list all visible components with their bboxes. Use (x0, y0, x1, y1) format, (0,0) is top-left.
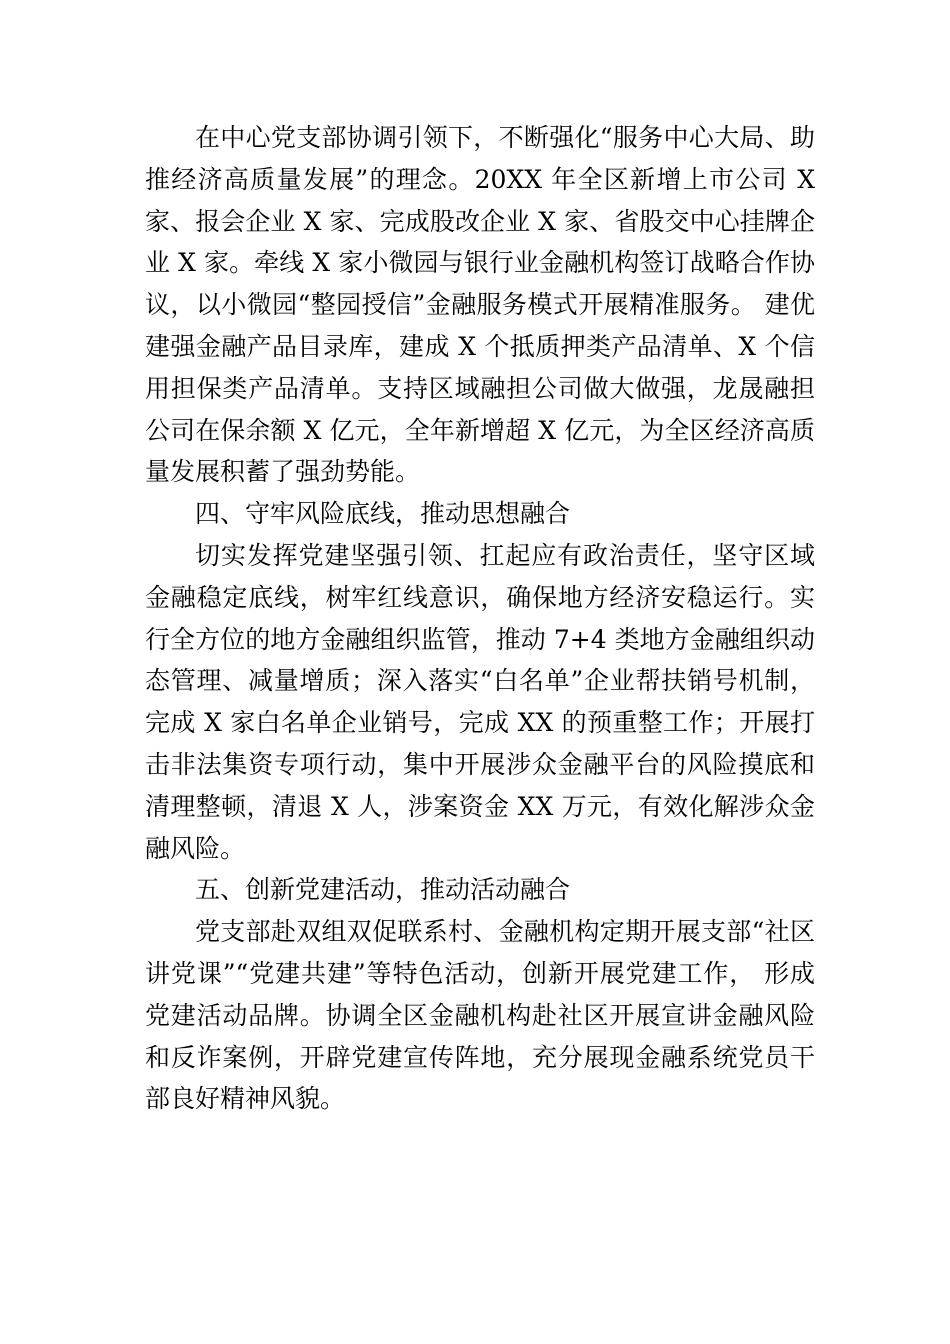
paragraph-party-activities: 党支部赴双组双促联系村、金融机构定期开展支部“社区讲党课”“党建共建”等特色活动，创新开展党建工作， 形成党建活动品牌。协调全区金融机构赴社区开展宣讲金融风险和反诈案例，开辟党建宣传阵地，充分展现金融系统党员干部良好精神风貌。 (145, 917, 815, 1114)
paragraph-financial-services: 在中心党支部协调引领下，不断强化“服务中心大局、助推经济高质量发展”的理念。20XX 年全区新增上市公司 X 家、报会企业 X 家、完成股改企业 X 家、省股交中心挂牌企业 X 家。牵线 X 家小微园与银行业金融机构签订战略合作协议，以小微园“整园授信”金融服务模式开展精准服务。 建优建强金融产品目录库，建成 X 个抵质押类产品清单、X 个信用担保类产品清单。支持区域融担公司做大做强，龙晟融担公司在保余额 X 亿元，全年新增超 X 亿元，为全区经济高质量发展积蓄了强劲势能。 (145, 123, 815, 487)
paragraph-risk-control: 切实发挥党建坚强引领、扛起应有政治责任，坚守区域金融稳定底线，树牢红线意识，确保地方经济安稳运行。实行全方位的地方金融组织监管，推动 7+4 类地方金融组织动态管理、减量增质；深入落实“白名单”企业帮扶销号机制，完成 X 家白名单企业销号，完成 XX 的预重整工作；开展打击非法集资专项行动，集中开展涉众金融平台的风险摸底和清理整顿，清退 X 人，涉案资金 XX 万元，有效化解涉众金融风险。 (145, 540, 815, 863)
section-heading-activities: 五、创新党建活动，推动活动融合 (195, 875, 571, 905)
section-heading-risk: 四、守牢风险底线，推动思想融合 (195, 499, 571, 529)
document-body (145, 117, 815, 1120)
